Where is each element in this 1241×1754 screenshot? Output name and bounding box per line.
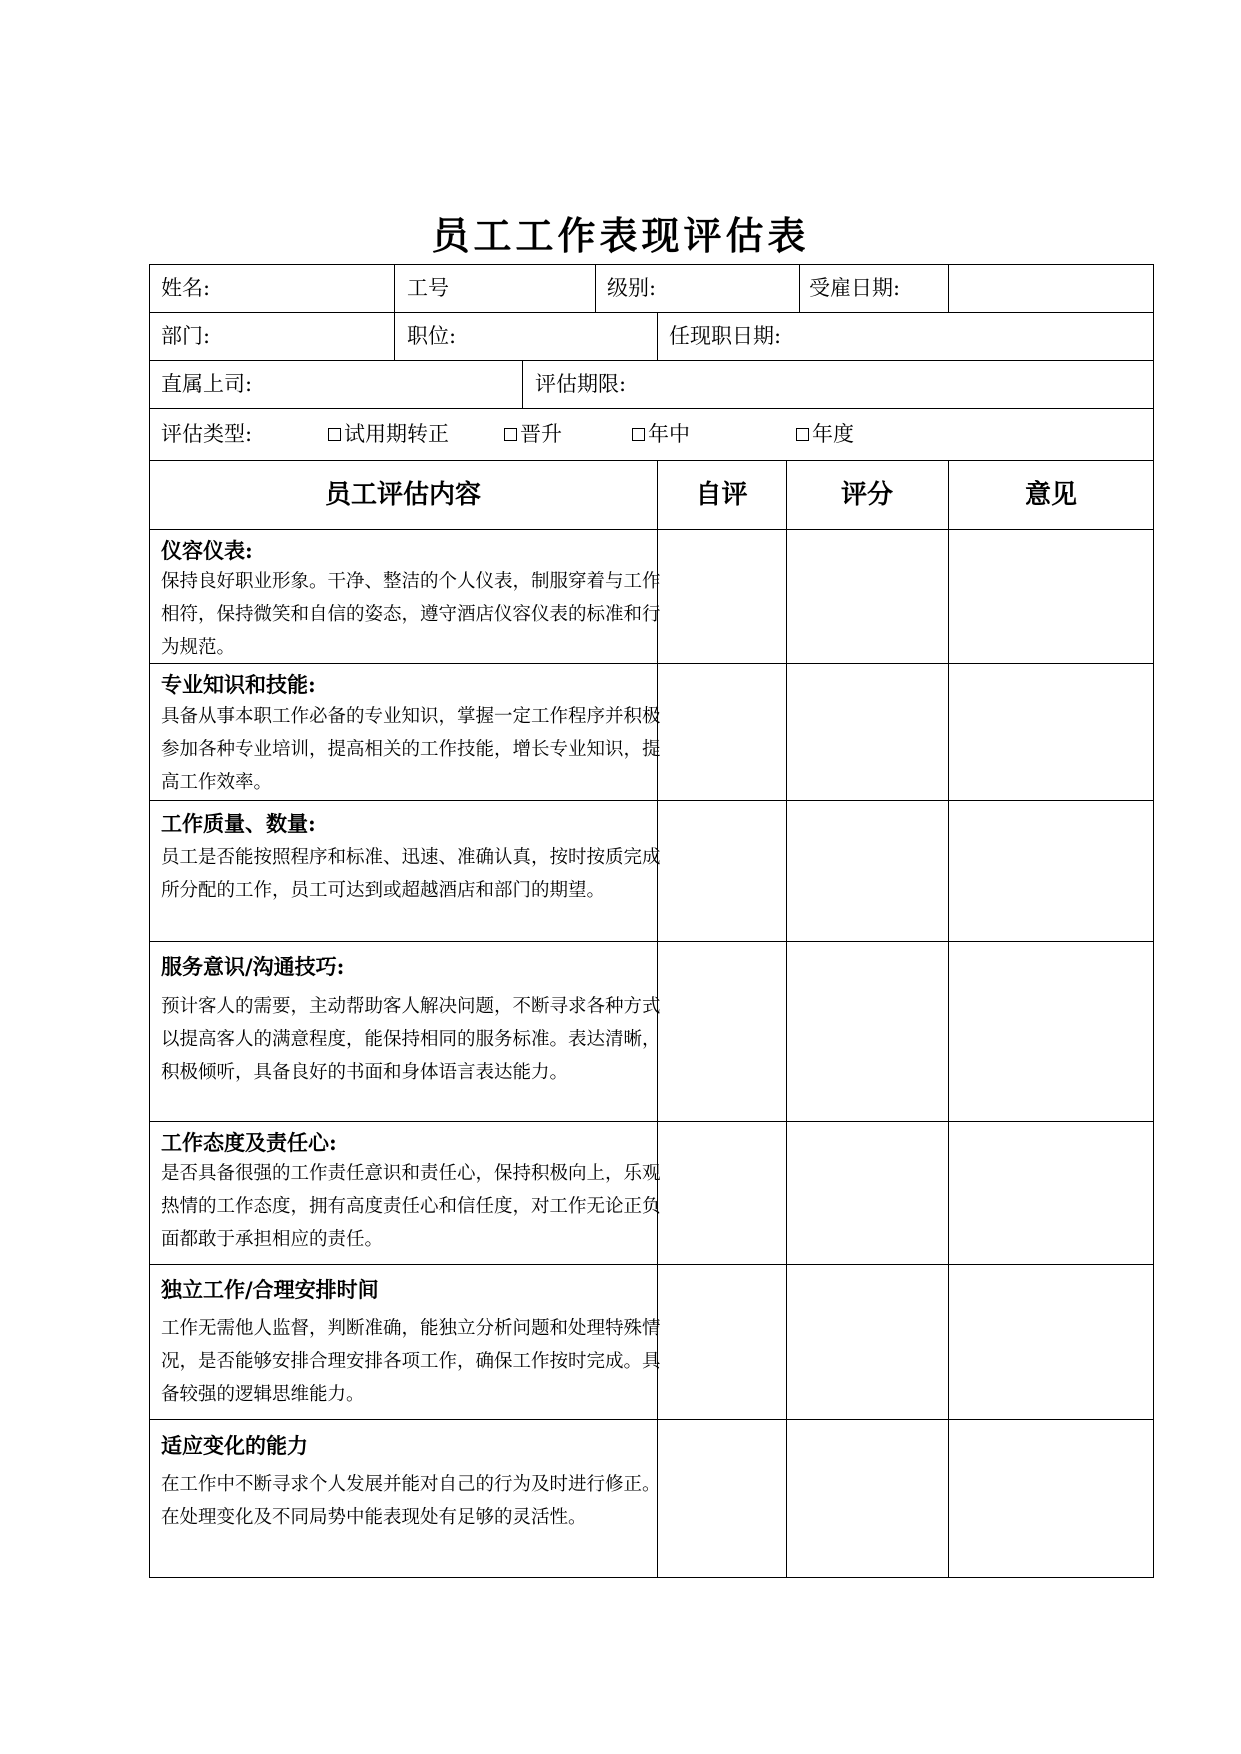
section-title: 专业知识和技能:	[161, 672, 316, 697]
col-divider	[394, 312, 395, 360]
section-description: 保持良好职业形象。干净、整洁的个人仪表，制服穿着与工作相符，保持微笑和自信的姿态，遵守酒店仪容仪表的标准和行为规范。	[161, 571, 661, 658]
form-title: 员工工作表现评估表	[431, 213, 810, 258]
current-position-date-label: 任现职日期:	[669, 324, 782, 348]
header-self-eval: 自评	[695, 480, 748, 510]
hire-date-label: 受雇日期:	[809, 276, 901, 300]
option-annual[interactable]: 年度	[796, 424, 854, 445]
evaluation-period-label: 评估期限:	[535, 372, 627, 396]
name-label: 姓名:	[161, 276, 211, 300]
col-divider	[799, 264, 800, 312]
employee-id-label: 工号	[407, 276, 449, 300]
section-title: 独立工作/合理安排时间	[161, 1277, 379, 1302]
evaluation-type-label: 评估类型:	[161, 422, 253, 446]
department-label: 部门:	[161, 324, 211, 348]
section-description: 员工是否能按照程序和标准、迅速、准确认真，按时按质完成所分配的工作，员工可达到或超越酒店和部门的期望。	[161, 847, 661, 901]
row-divider	[149, 800, 1154, 801]
col-divider	[786, 460, 787, 1578]
section-title: 工作态度及责任心:	[161, 1130, 337, 1155]
col-divider	[657, 312, 658, 360]
evaluation-table	[149, 264, 1154, 1578]
section-description: 预计客人的需要，主动帮助客人解决问题，不断寻求各种方式以提高客人的满意程度，能保持相同的服务标准。表达清晰，积极倾听，具备良好的书面和身体语言表达能力。	[161, 996, 661, 1083]
option-probation[interactable]: 试用期转正	[328, 424, 449, 445]
row-divider	[149, 408, 1154, 409]
col-divider	[394, 264, 395, 312]
section-title: 仪容仪表:	[161, 538, 253, 563]
section-title: 工作质量、数量:	[161, 811, 316, 836]
row-divider	[149, 312, 1154, 313]
row-divider	[149, 360, 1154, 361]
checkbox-icon[interactable]	[796, 428, 809, 441]
section-title: 适应变化的能力	[161, 1433, 308, 1458]
header-score: 评分	[840, 480, 893, 510]
row-divider	[149, 1121, 1154, 1122]
col-divider	[948, 460, 949, 1578]
col-divider	[948, 264, 949, 312]
section-description: 工作无需他人监督，判断准确，能独立分析问题和处理特殊情况，是否能够安排合理安排各项工作，确保工作按时完成。具备较强的逻辑思维能力。	[161, 1318, 661, 1405]
row-divider	[149, 1419, 1154, 1420]
section-description: 是否具备很强的工作责任意识和责任心，保持积极向上，乐观热情的工作态度，拥有高度责任心和信任度，对工作无论正负面都敢于承担相应的责任。	[161, 1163, 661, 1250]
col-divider	[522, 360, 523, 408]
row-divider	[149, 941, 1154, 942]
row-divider	[149, 1264, 1154, 1265]
row-divider	[149, 460, 1154, 461]
checkbox-icon[interactable]	[632, 428, 645, 441]
checkbox-icon[interactable]	[504, 428, 517, 441]
section-description: 在工作中不断寻求个人发展并能对自己的行为及时进行修正。在处理变化及不同局势中能表现处有足够的灵活性。	[161, 1474, 661, 1528]
row-divider	[149, 529, 1154, 530]
option-promotion[interactable]: 晋升	[504, 424, 562, 445]
option-mid-year[interactable]: 年中	[632, 424, 690, 445]
position-label: 职位:	[407, 324, 457, 348]
section-title: 服务意识/沟通技巧:	[161, 954, 345, 979]
supervisor-label: 直属上司:	[161, 372, 253, 396]
header-content: 员工评估内容	[324, 480, 481, 510]
header-comments: 意见	[1024, 480, 1077, 510]
grade-label: 级别:	[607, 276, 657, 300]
checkbox-icon[interactable]	[328, 428, 341, 441]
section-description: 具备从事本职工作必备的专业知识，掌握一定工作程序并积极参加各种专业培训，提高相关的工作技能，增长专业知识，提高工作效率。	[161, 706, 661, 793]
col-divider	[595, 264, 596, 312]
